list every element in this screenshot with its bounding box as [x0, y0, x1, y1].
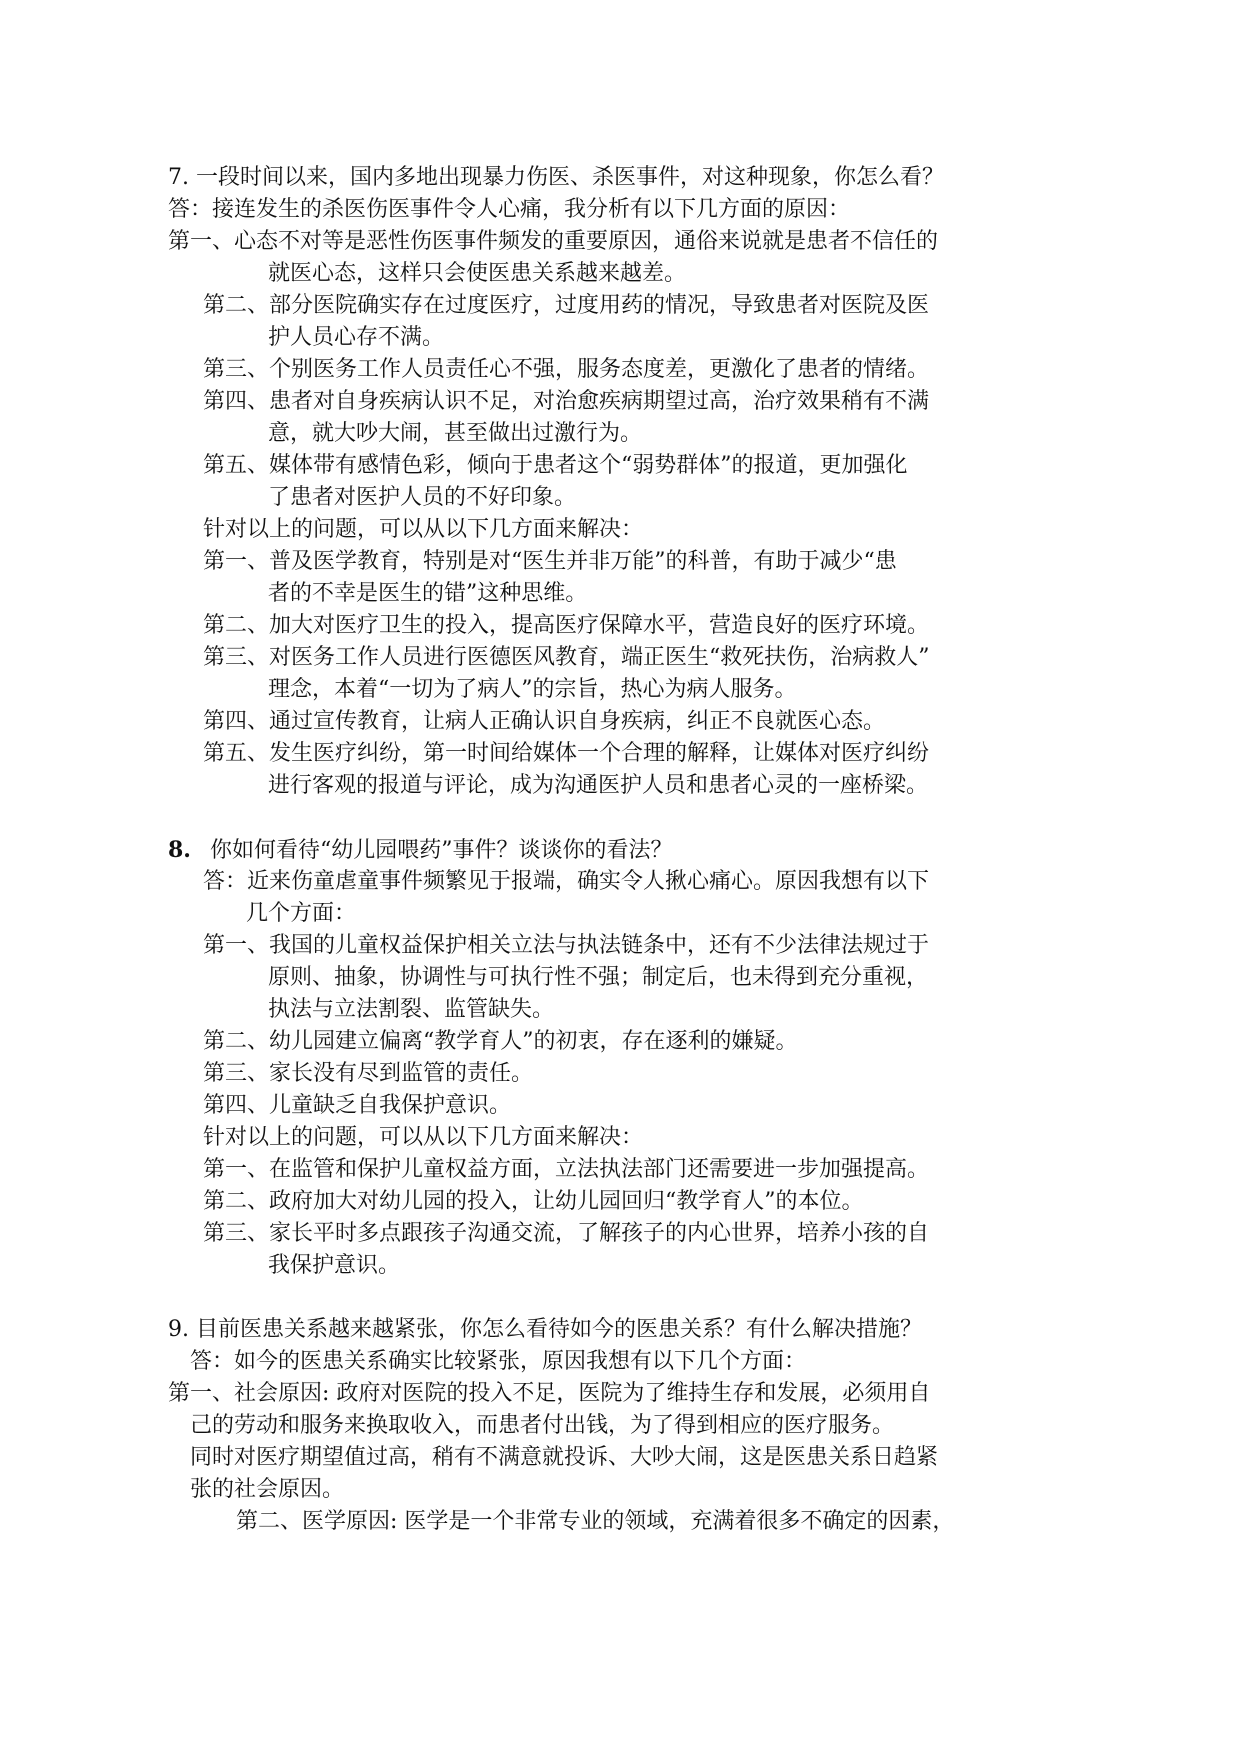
- q9-answer-intro: 答：如今的医患关系确实比较紧张，原因我想有以下几个方面：: [190, 1349, 807, 1374]
- q7-cause-5-cont: 了患者对医护人员的不好印象。: [268, 485, 577, 510]
- q8-cause-1: 第一、我国的儿童权益保护相关立法与执法链条中，还有不少法律法规过于: [203, 933, 930, 958]
- q7-solutions-intro: 针对以上的问题，可以从以下几方面来解决：: [203, 517, 644, 542]
- q8-cause-1-cont-b: 执法与立法割裂、监管缺失。: [268, 997, 555, 1022]
- q9-line-3: 同时对医疗期望值过高，稍有不满意就投诉、大吵大闹，这是医患关系日趋紧: [190, 1445, 939, 1470]
- q8-cause-2: 第二、幼儿园建立偏离“教学育人”的初衷，存在逐利的嫌疑。: [203, 1029, 798, 1054]
- q7-answer-intro: 答：接连发生的杀医伤医事件令人心痛，我分析有以下几方面的原因：: [168, 197, 851, 222]
- q7-cause-5: 第五、媒体带有感情色彩，倾向于患者这个“弱势群体”的报道，更加强化: [203, 453, 908, 478]
- q8-cause-3: 第三、家长没有尽到监管的责任。: [203, 1061, 534, 1086]
- q8-number: 8.: [168, 837, 191, 863]
- q8-question: 你如何看待“幼儿园喂药”事件？谈谈你的看法？: [209, 838, 673, 863]
- q7-cause-2: 第二、部分医院确实存在过度医疗，过度用药的情况，导致患者对医院及医: [203, 293, 930, 318]
- q8-solution-2: 第二、政府加大对幼儿园的投入，让幼儿园回归“教学育人”的本位。: [203, 1189, 864, 1214]
- q7-solution-5-cont: 进行客观的报道与评论，成为沟通医护人员和患者心灵的一座桥梁。: [268, 773, 929, 798]
- q9-question: 9. 目前医患关系越来越紧张，你怎么看待如今的医患关系？有什么解决措施？: [168, 1317, 922, 1342]
- q9-line-2: 己的劳动和服务来换取收入，而患者付出钱，为了得到相应的医疗服务。: [190, 1413, 895, 1438]
- q7-cause-3: 第三、个别医务工作人员责任心不强，服务态度差，更激化了患者的情绪。: [203, 357, 930, 382]
- q8-question-line: [168, 834, 672, 866]
- q7-cause-2-cont: 护人员心存不满。: [268, 325, 445, 350]
- q8-cause-4: 第四、儿童缺乏自我保护意识。: [203, 1093, 512, 1118]
- q8-solutions-intro: 针对以上的问题，可以从以下几方面来解决：: [203, 1125, 644, 1150]
- q7-solution-3: 第三、对医务工作人员进行医德医风教育，端正医生“救死扶伤，治病救人”: [203, 645, 930, 670]
- q8-answer-cont: 几个方面：: [246, 901, 357, 926]
- q8-solution-3: 第三、家长平时多点跟孩子沟通交流，了解孩子的内心世界，培养小孩的自: [203, 1221, 930, 1246]
- q7-solution-1-cont: 者的不幸是医生的错”这种思维。: [268, 581, 588, 606]
- q7-cause-4: 第四、患者对自身疾病认识不足，对治愈疾病期望过高，治疗效果稍有不满: [203, 389, 930, 414]
- q7-cause-4-cont: 意，就大吵大闹，甚至做出过激行为。: [268, 421, 643, 446]
- q7-solution-3-cont: 理念，本着“一切为了病人”的宗旨，热心为病人服务。: [268, 677, 797, 702]
- q9-line-1: 第一、社会原因: 政府对医院的投入不足，医院为了维持生存和发展，必须用自: [168, 1381, 931, 1406]
- q8-solution-1: 第一、在监管和保护儿童权益方面，立法执法部门还需要进一步加强提高。: [203, 1157, 930, 1182]
- q7-solution-4: 第四、通过宣传教育，让病人正确认识自身疾病，纠正不良就医心态。: [203, 709, 886, 734]
- q7-solution-1: 第一、普及医学教育，特别是对“医生并非万能”的科普，有助于减少“患: [203, 549, 897, 574]
- q7-cause-1-cont: 就医心态，这样只会使医患关系越来越差。: [268, 261, 687, 286]
- q9-line-4: 张的社会原因。: [190, 1477, 345, 1502]
- q9-line-5: 第二、医学原因: 医学是一个非常专业的领域，充满着很多不确定的因素，: [236, 1509, 955, 1534]
- q7-cause-1: 第一、心态不对等是恶性伤医事件频发的重要原因，通俗来说就是患者不信任的: [168, 229, 939, 254]
- q7-solution-5: 第五、发生医疗纠纷，第一时间给媒体一个合理的解释，让媒体对医疗纠纷: [203, 741, 930, 766]
- q8-cause-1-cont-a: 原则、抽象，协调性与可执行性不强；制定后，也未得到充分重视，: [268, 965, 929, 990]
- q8-solution-3-cont: 我保护意识。: [268, 1253, 401, 1278]
- q7-question: 7. 一段时间以来，国内多地出现暴力伤医、杀医事件，对这种现象，你怎么看？: [168, 165, 944, 190]
- q7-solution-2: 第二、加大对医疗卫生的投入，提高医疗保障水平，营造良好的医疗环境。: [203, 613, 930, 638]
- q8-answer: 答：近来伤童虐童事件频繁见于报端，确实令人揪心痛心。原因我想有以下: [203, 869, 930, 894]
